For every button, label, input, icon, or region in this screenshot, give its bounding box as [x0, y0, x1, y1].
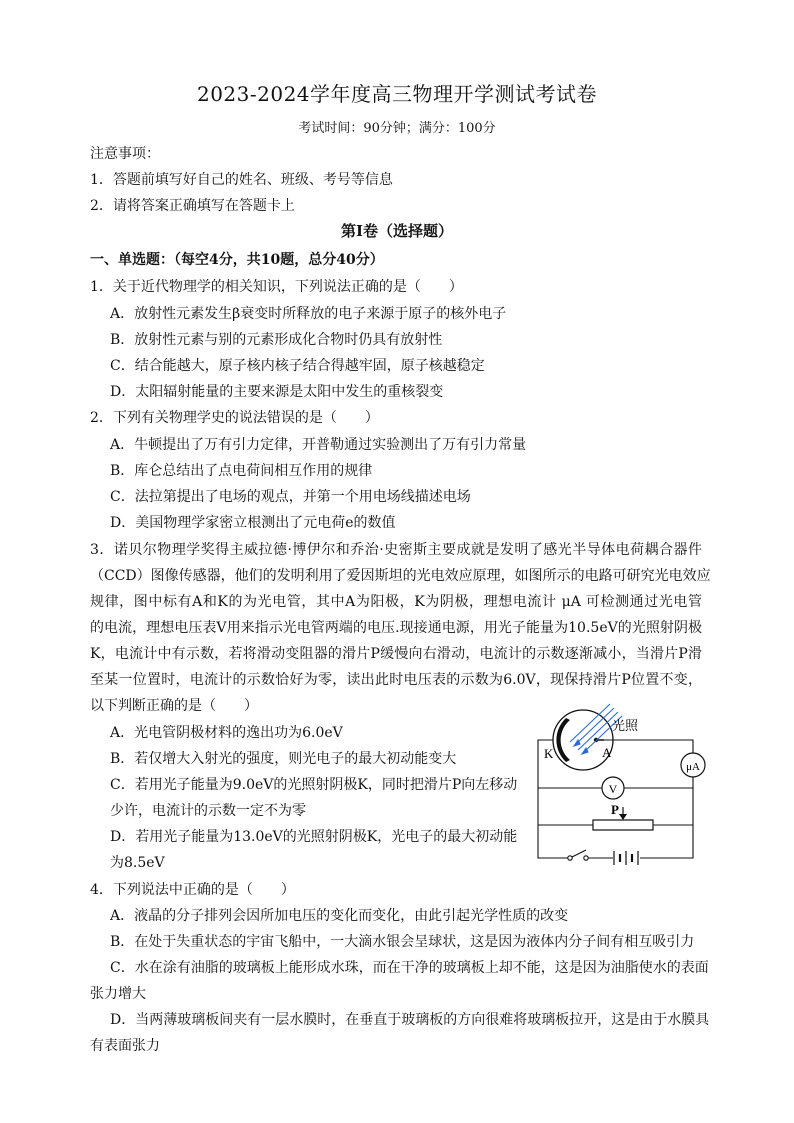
question-option: A．液晶的分子排列会因所加电压的变化而变化，由此引起光学性质的改变: [110, 908, 569, 924]
question-stem-line: K，电流计中有示数，若将滑动变阻器的滑片P缓慢向右滑动，电流计的示数逐渐减小，当滑片P滑: [90, 646, 702, 662]
ammeter-label: μA: [686, 761, 700, 773]
exam-title: 2023-2024学年度高三物理开学测试考试卷: [196, 82, 598, 106]
exam-subtitle: 考试时间：90分钟；满分：100分: [298, 121, 496, 136]
note-item: 2．请将答案正确填写在答题卡上: [90, 198, 295, 214]
question-stem: 1．关于近代物理学的相关知识，下列说法正确的是（ ）: [90, 279, 463, 295]
question-option-continuation: 张力增大: [90, 986, 146, 1002]
question-option: D．当两薄玻璃板间夹有一层水膜时，在垂直于玻璃板的方向很难将玻璃板拉开，这是由于水膜具: [110, 1012, 710, 1028]
question-option: C．水在涂有油脂的玻璃板上能形成水珠，而在干净的玻璃板上却不能，这是因为油脂使水的表面: [110, 960, 709, 976]
question-option: B．若仅增大入射光的强度，则光电子的最大初动能变大: [110, 751, 457, 767]
question-option-continuation: 少许，电流计的示数一定不为零: [110, 803, 306, 819]
switch-blade: [572, 850, 586, 857]
question-option: D．美国物理学家密立根测出了元电荷e的数值: [110, 515, 396, 531]
slider-label: P: [611, 802, 619, 817]
question-option: C．若用光子能量为9.0eV的光照射阴极K，同时把滑片P向左移动: [110, 777, 518, 793]
question-stem-line: 的电流，理想电压表V用来指示光电管两端的电压.现接通电源，用光子能量为10.5eV的光照射阴极: [90, 620, 702, 636]
question-stem-line: 以下判断正确的是（ ）: [90, 698, 258, 714]
voltmeter-label: V: [608, 782, 618, 796]
question-option: B．放射性元素与别的元素形成化合物时仍具有放射性: [110, 332, 443, 348]
question-option-continuation: 有表面张力: [90, 1038, 160, 1054]
cathode-plate: [556, 718, 570, 762]
question-option: A．放射性元素发生β衰变时所释放的电子来源于原子的核外电子: [110, 306, 507, 322]
question-option: A．光电管阴极材料的逸出功为6.0eV: [110, 725, 343, 741]
question-option-continuation: 为8.5eV: [110, 855, 165, 871]
anode-label: A: [602, 745, 612, 760]
switch-terminal: [568, 856, 572, 860]
question-stem-line: 规律，图中标有A和K的为光电管，其中A为阳极，K为阴极，理想电流计 μA 可检测通过光电管: [90, 594, 702, 610]
switch-terminal: [584, 856, 588, 860]
part-heading: 一、单选题：（每空4分，共10题，总分40分）: [90, 252, 384, 268]
battery: [614, 851, 638, 865]
cathode-label: K: [544, 746, 554, 761]
rheostat: [593, 820, 653, 830]
light-label: 光照: [612, 718, 639, 733]
question-stem: 4．下列说法中正确的是（ ）: [90, 882, 295, 898]
note-item: 1．答题前填写好自己的姓名、班级、考号等信息: [90, 172, 393, 188]
question-option: D．若用光子能量为13.0eV的光照射阴极K，光电子的最大初动能: [110, 829, 518, 845]
question-stem-line: （CCD）图像传感器，他们的发明利用了爱因斯坦的光电效应原理，如图所示的电路可研究光电效应: [90, 568, 711, 584]
question-option: C．法拉第提出了电场的观点，并第一个用电场线描述电场: [110, 489, 471, 505]
photoelectric-circuit-diagram: [528, 700, 718, 870]
question-stem-line: 至某一位置时，电流计的示数恰好为零，读出此时电压表的示数为6.0V，现保持滑片P位置不变，: [90, 672, 702, 688]
question-stem-line: 3．诺贝尔物理学奖得主威拉德·博伊尔和乔治·史密斯主要成就是发明了感光半导体电荷耦合器件: [90, 542, 702, 558]
question-option: D．太阳辐射能量的主要来源是太阳中发生的重核裂变: [110, 384, 444, 400]
question-option: B．在处于失重状态的宇宙飞船中，一大滴水银会呈球状，这是因为液体内分子间有相互吸引力: [110, 934, 695, 950]
question-option: A．牛顿提出了万有引力定律，开普勒通过实验测出了万有引力常量: [110, 437, 527, 453]
question-option: B．库仑总结出了点电荷间相互作用的规律: [110, 463, 373, 479]
question-stem: 2．下列有关物理学史的说法错误的是（ ）: [90, 410, 379, 426]
slider-arrow: [619, 814, 627, 820]
notes-heading: 注意事项：: [90, 146, 160, 162]
section-title: 第Ⅰ卷（选择题）: [340, 222, 454, 240]
question-option: C．结合能越大，原子核内核子结合得越牢固，原子核越稳定: [110, 358, 485, 374]
